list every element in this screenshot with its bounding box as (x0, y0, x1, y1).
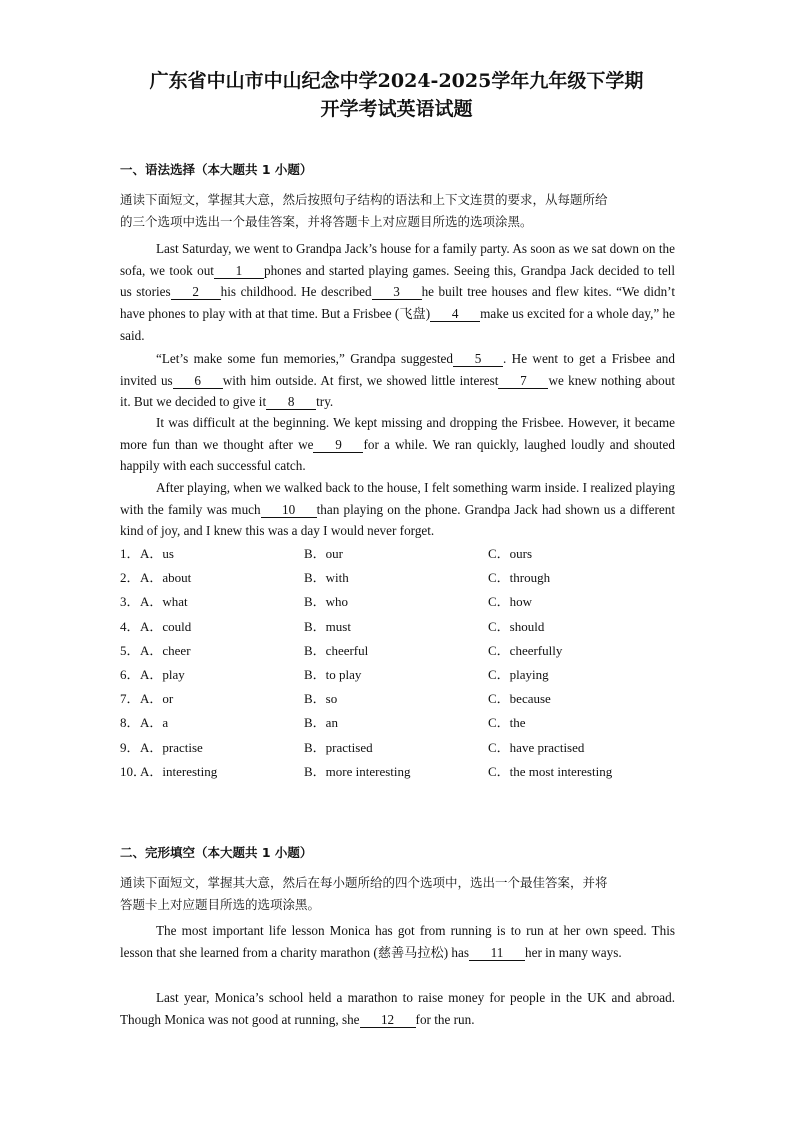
option-a: A．interesting (140, 763, 218, 779)
question-number: 5． (120, 642, 140, 658)
option-row (120, 712, 680, 732)
blank-11: 11 (469, 946, 525, 961)
option-row (120, 567, 680, 587)
section2-instruction-line2: 答题卡上对应题目所选的选项涂黑。 (120, 897, 321, 912)
option-b: B．practised (304, 739, 373, 755)
question-number: 4． (120, 618, 140, 634)
option-c: C．cheerfully (488, 642, 563, 658)
option-c: C．through (488, 570, 551, 586)
option-a: A．could (140, 618, 192, 634)
section2-paragraph-2: Last year, Monica’s school held a marathon to raise money for people in the UK and abroad. Though Monica was not good at running, she 12 for the run. (120, 990, 675, 1027)
section1-paragraph-1: Last Saturday, we went to Grandpa Jack’s house for a family party. As soon as we sat down on the sofa, we took out 1 phones and started playing games. Seeing this, Grandpa Jack decided to tell us stories 2 his childhood. He described 3 he built tree houses and flew kites. “We didn’t have phones to play with at that time. But a Frisbee (飞盘) 4 make us excited for a whole day,” he said. (120, 241, 675, 343)
section1-instruction-line1: 通读下面短文，掌握其大意，然后按照句子结构的语法和上下文连贯的要求，从每题所给 (120, 192, 608, 207)
question-number: 10． (120, 763, 147, 779)
option-a: A．play (140, 667, 185, 682)
section1-instruction-line2: 的三个选项中选出一个最佳答案，并将答题卡上对应题目所选的选项涂黑。 (120, 214, 533, 229)
option-a: A．a (140, 715, 169, 731)
blank-4: 4 (430, 307, 480, 322)
section1-paragraph-2: “Let’s make some fun memories,” Grandpa suggested 5 . He went to get a Frisbee and invited us 6 with him outside. At first, we showed little interest 7 we knew nothing about it. But we decided to give it 8 try. (120, 351, 675, 410)
question-number: 1． (120, 546, 140, 561)
option-b: B．who (304, 594, 349, 610)
option-c: C．the most interesting (488, 763, 613, 779)
section2-heading: 二、完形填空（本大题共 1 小题） (120, 845, 313, 860)
option-b: B．must (304, 618, 351, 634)
option-a: A．cheer (140, 642, 191, 658)
option-c: C．the (488, 715, 526, 731)
question-number: 8． (120, 715, 140, 731)
option-b: B．with (304, 570, 349, 586)
blank-2: 2 (171, 285, 221, 300)
blank-8: 8 (266, 395, 316, 410)
option-row (120, 737, 680, 757)
section1-instruction (120, 189, 680, 233)
option-b: B．so (304, 691, 338, 707)
page-title-line1: 广东省中山市中山纪念中学2024-2025学年九年级下学期 (149, 70, 644, 92)
option-c: C．ours (488, 546, 533, 561)
option-row (120, 664, 680, 684)
section2-paragraph-1: The most important life lesson Monica has got from running is to run at her own speed. This lesson that she learned from a charity marathon (慈善马拉松) has 11 her in many ways. (120, 923, 675, 960)
question-number: 9． (120, 739, 140, 755)
option-row (120, 640, 680, 660)
option-b: B．an (304, 715, 338, 731)
option-row (120, 688, 680, 708)
option-b: B．cheerful (304, 642, 369, 658)
section1-heading: 一、语法选择（本大题共 1 小题） (120, 162, 313, 177)
page-title-line2: 开学考试英语试题 (320, 98, 473, 120)
option-a: A．practise (140, 739, 203, 755)
option-c: C．because (488, 691, 551, 707)
section2-instruction-line1: 通读下面短文，掌握其大意，然后在每小题所给的四个选项中，选出一个最佳答案，并将 (120, 875, 608, 890)
option-b: B．our (304, 546, 344, 561)
option-a: A．what (140, 594, 188, 610)
section1-paragraph-3: It was difficult at the beginning. We kept missing and dropping the Frisbee. However, it became more fun than we thought after we 9 for a while. We ran quickly, laughed loudly and shouted happily with each successful catch. (120, 415, 675, 474)
option-b: B．more interesting (304, 763, 411, 779)
option-row (120, 761, 680, 781)
blank-10: 10 (261, 503, 317, 518)
blank-9: 9 (313, 438, 363, 453)
option-row (120, 591, 680, 611)
blank-12: 12 (360, 1013, 416, 1028)
option-b: B．to play (304, 667, 362, 682)
blank-7: 7 (498, 374, 548, 389)
question-number: 2． (120, 570, 140, 586)
option-row (120, 543, 680, 563)
question-number: 7． (120, 691, 140, 707)
section1-paragraph-4: After playing, when we walked back to the house, I felt something warm inside. I realized playing with the family was much 10 than playing on the phone. Grandpa Jack had shown us a different kind of joy, and I knew this was a day I would never forget. (120, 480, 675, 539)
option-c: C．should (488, 618, 545, 634)
option-a: A．or (140, 691, 174, 707)
question-number: 3． (120, 594, 140, 610)
option-a: A．us (140, 546, 174, 561)
option-c: C．have practised (488, 739, 585, 755)
option-c: C．how (488, 594, 533, 610)
blank-6: 6 (173, 374, 223, 389)
section2-instruction (120, 872, 680, 916)
blank-5: 5 (453, 352, 503, 367)
blank-3: 3 (372, 285, 422, 300)
option-row (120, 616, 680, 636)
option-a: A．about (140, 570, 192, 586)
blank-1: 1 (214, 264, 264, 279)
question-number: 6． (120, 667, 140, 682)
option-c: C．playing (488, 667, 549, 682)
